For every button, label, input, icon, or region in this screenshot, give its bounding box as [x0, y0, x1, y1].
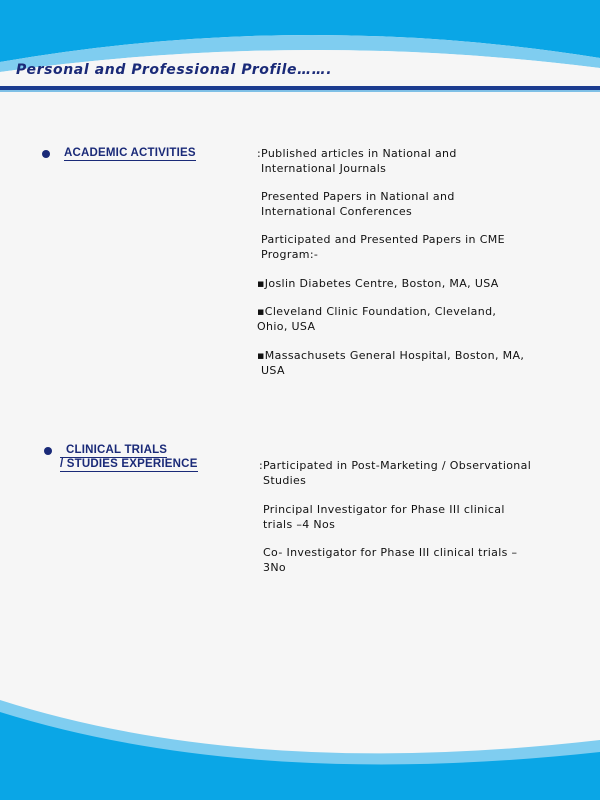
- item-text: :Published articles in National and International Journals: [257, 147, 457, 175]
- academic-item-cme: [261, 233, 581, 262]
- item-text: ▪Joslin Diabetes Centre, Boston, MA, USA: [257, 277, 499, 290]
- item-text: Participated and Presented Papers in CME Program:-: [261, 233, 505, 261]
- item-text: Presented Papers in National and International Conferences: [261, 190, 455, 218]
- title-divider-accent: [0, 90, 600, 92]
- page-title: Personal and Professional Profile…….: [16, 62, 333, 78]
- section-label-line: / STUDIES EXPERIENCE: [60, 458, 198, 470]
- section-label-line: CLINICAL TRIALS: [60, 444, 167, 458]
- academic-item-massachusets: [257, 349, 577, 378]
- item-text: :Participated in Post-Marketing / Observational Studies: [259, 459, 532, 487]
- academic-item-conferences: [261, 190, 581, 219]
- section-label-line: ACADEMIC ACTIVITIES: [64, 147, 196, 159]
- section-bullet-clinical: [44, 447, 52, 455]
- clinical-item-principal-investigator: [263, 503, 583, 532]
- item-text: Principal Investigator for Phase III clinical trials –4 Nos: [263, 503, 505, 531]
- academic-item-joslin: [257, 277, 577, 292]
- section-label-academic: [64, 147, 196, 161]
- section-label-clinical: [60, 444, 198, 472]
- clinical-item-co-investigator: [263, 546, 583, 575]
- item-text: Co- Investigator for Phase III clinical trials – 3No: [263, 546, 518, 574]
- academic-item-journals: [257, 147, 577, 176]
- academic-item-cleveland: [257, 305, 577, 334]
- item-text: ▪Massachusets General Hospital, Boston, MA, USA: [257, 349, 525, 377]
- clinical-item-post-marketing: [259, 459, 579, 488]
- section-bullet-academic: [42, 150, 50, 158]
- item-text: ▪Cleveland Clinic Foundation, Cleveland, Ohio, USA: [257, 305, 497, 333]
